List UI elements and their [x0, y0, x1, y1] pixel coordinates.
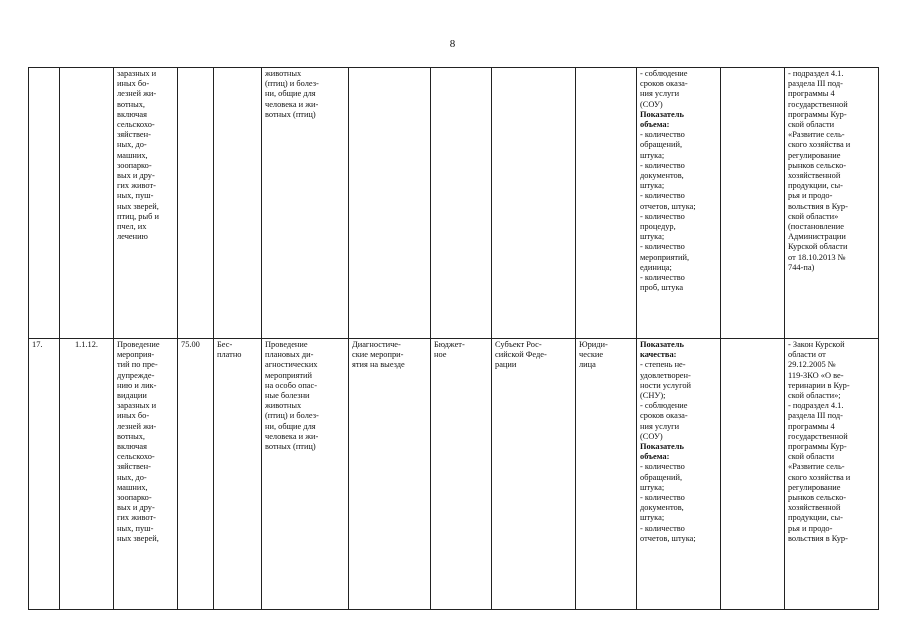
cell-service-name: заразных и иных бо- лезней жи- вотных, включая сельскохо- зяйствен- ных, до- машних, зоопарко- вых и дру- гих живот- ных, пуш- ных зверей, птиц, рыб и пчел, их лечению — [114, 68, 178, 339]
cell-code — [60, 68, 114, 339]
cell-extra — [721, 68, 785, 339]
cell-budget-type: Бюджет- ное — [431, 339, 492, 610]
cell-consumers: Юриди- ческие лица — [576, 339, 637, 610]
indicator-text: - степень не- удовлетворен- ности услугой (СНУ); - соблюдение сроков оказа- ния услуги (СОУ) — [640, 360, 691, 441]
cell-number — [29, 68, 60, 339]
cell-legal-basis: - Закон Курской области от 29.12.2005 № 119-ЗКО «О ве- теринарии в Кур- ской области»; - подраздел 4.1. раздела III под- программы 4 государственной программы Кур- ской области «Развитие сель- ского хозяйства и регулирование рынков сельско- хозяйственной продукции, сы- рья и продо- вольствия в Кур- — [785, 339, 879, 610]
indicator-heading: Показатель объема: — [640, 442, 684, 462]
cell-consumers — [576, 68, 637, 339]
cell-extra — [721, 339, 785, 610]
cell-content: животных (птиц) и болез- ни, общие для человека и жи- вотных (птиц) — [262, 68, 349, 339]
cell-subject — [492, 68, 576, 339]
indicator-text: - соблюдение сроков оказа- ния услуги (СОУ) — [640, 69, 688, 109]
cell-legal-basis: - подраздел 4.1. раздела III под- программы 4 государственной программы Кур- ской области «Развитие сель- ского хозяйства и регулирование рынков сельско- хозяйственной продукции, сы- рья и продо- вольствия в Кур- ской области» (постановление Администрации Курской области от 18.10.2013 № 744-па) — [785, 68, 879, 339]
cell-service-name: Проведение мероприя- тий по пре- дупрежде- нию и лик- видации заразных и иных бо- лезней жи- вотных, включая сельскохо- зяйствен- ных, до- машних, зоопарко- вых и дру- гих живот- ных, пуш- ных зверей, — [114, 339, 178, 610]
table-row — [29, 68, 879, 339]
cell-payment: Бес- платно — [214, 339, 262, 610]
cell-number: 17. — [29, 339, 60, 610]
page-number: 8 — [449, 38, 456, 50]
indicator-heading: Показатель качества: — [640, 340, 684, 360]
cell-indicators — [637, 68, 721, 339]
table-row — [29, 339, 879, 610]
cell-code: 1.1.12. — [60, 339, 114, 610]
indicator-heading: Показатель объема: — [640, 109, 684, 130]
cell-form: Диагностиче- ские меропри- ятия на выезде — [349, 339, 431, 610]
services-table — [28, 67, 879, 610]
cell-payment — [214, 68, 262, 339]
cell-form — [349, 68, 431, 339]
cell-indicators — [637, 339, 721, 610]
indicator-text: - количество обращений, штука; - количество документов, штука; - количество отчетов, штука; — [640, 462, 696, 543]
indicator-text: - количество обращений, штука; - количество документов, штука; - количество отчетов, штука; - количество процедур, штука; - количество мероприятий, единица; - количество проб, штука — [640, 130, 696, 293]
cell-content: Проведение плановых ди- агностических мероприятий на особо опас- ные болезни животных (птиц) и болез- ни, общие для человека и жи- вотных (птиц) — [262, 339, 349, 610]
cell-budget-type — [431, 68, 492, 339]
cell-subject: Субъект Рос- сийской Феде- рации — [492, 339, 576, 610]
cell-cost — [178, 68, 214, 339]
cell-cost: 75.00 — [178, 339, 214, 610]
